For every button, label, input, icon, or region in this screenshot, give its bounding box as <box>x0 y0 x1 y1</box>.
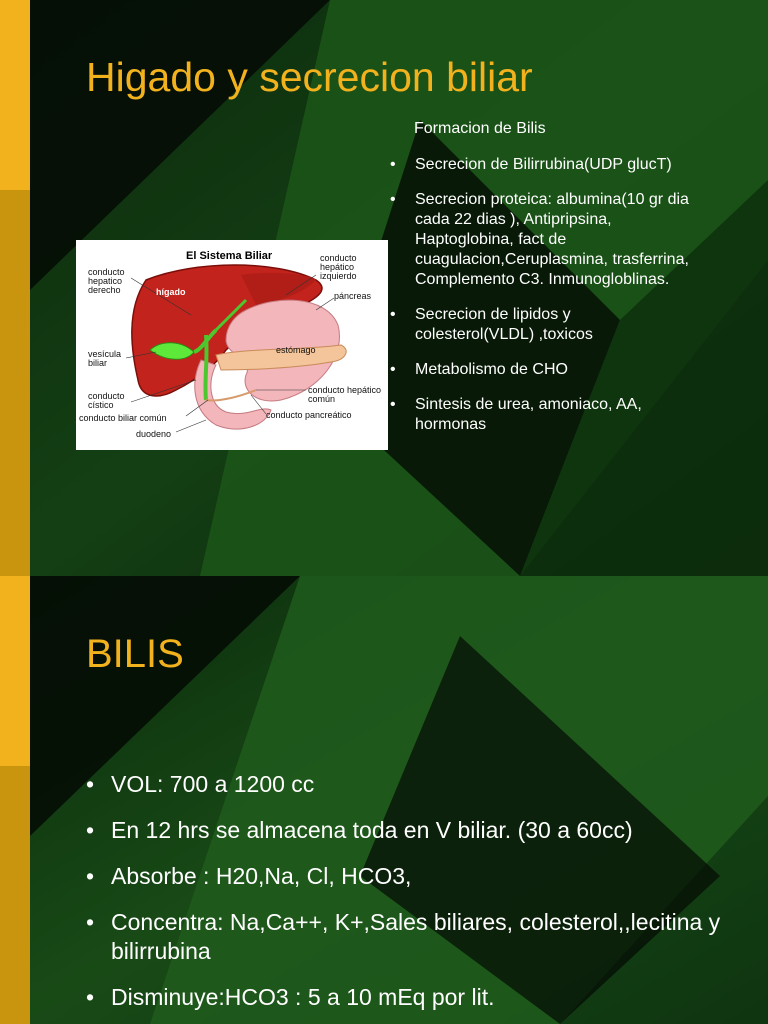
diagram-title: El Sistema Biliar <box>186 250 273 262</box>
list-item <box>390 305 690 345</box>
list-item-text: En 12 hrs se almacena toda en V biliar. (30 a 60cc) <box>111 817 633 843</box>
list-item <box>86 816 746 845</box>
label-pancreatic-duct: conducto pancreático <box>266 410 352 420</box>
list-item <box>390 395 690 435</box>
label-duodenum: duodeno <box>136 429 172 439</box>
label-stomach: estómago <box>276 345 316 355</box>
list-item <box>86 862 746 891</box>
bullet-glyph: • <box>86 771 95 797</box>
label-common-hepatic-duct: conducto hepático común <box>308 385 382 404</box>
list-item <box>390 360 690 380</box>
bullet-glyph: • <box>390 156 396 173</box>
list-item-text: VOL: 700 a 1200 cc <box>111 771 315 797</box>
list-item <box>390 155 690 175</box>
bullet-glyph: • <box>86 817 95 843</box>
bullet-glyph: • <box>390 361 396 378</box>
label-liver: hígado <box>156 287 186 297</box>
bilis-formation-list <box>390 155 690 450</box>
list-item-text: Secrecion de Bilirrubina(UDP glucT) <box>415 156 672 173</box>
list-item <box>86 908 746 966</box>
label-pancreas: páncreas <box>334 291 372 301</box>
slide-2-title: BILIS <box>86 632 184 676</box>
list-item <box>86 770 746 799</box>
bilis-properties-list <box>86 770 746 1024</box>
bullet-glyph: • <box>390 306 396 323</box>
list-item-text: Disminuye:HCO3 : 5 a 10 mEq por lit. <box>111 984 495 1010</box>
bullet-glyph: • <box>86 909 95 935</box>
list-item-text: Metabolismo de CHO <box>415 361 568 378</box>
list-item <box>390 190 690 290</box>
bullet-glyph: • <box>390 396 396 413</box>
bullet-glyph: • <box>390 191 396 208</box>
list-item-text: Sintesis de urea, amoniaco, AA, hormonas <box>415 396 642 433</box>
label-common-bile-duct: conducto biliar común <box>79 413 167 423</box>
bullet-glyph: • <box>86 984 95 1010</box>
label-cystic-duct: conducto cístico <box>88 391 125 410</box>
label-hepatic-left-duct: conducto hepático izquierdo <box>320 253 357 281</box>
label-hepatic-right-duct: conducto hepatico derecho <box>88 267 125 295</box>
list-item-text: Concentra: Na,Ca++, K+,Sales biliares, colesterol,,lecitina y bilirrubina <box>111 909 721 964</box>
list-item <box>86 983 746 1012</box>
list-item-text: Secrecion de lipidos y colesterol(VLDL) ,toxicos <box>415 306 593 343</box>
slide-2 <box>0 576 768 1024</box>
slide-1-title: Higado y secrecion biliar <box>86 54 533 100</box>
biliary-system-diagram <box>76 240 388 450</box>
list-item-text: Absorbe : H20,Na, Cl, HCO3, <box>111 863 412 889</box>
slide-1-subtitle: Formacion de Bilis <box>414 120 546 137</box>
bullet-glyph: • <box>86 863 95 889</box>
label-gallbladder: vesícula biliar <box>88 349 122 368</box>
list-item-text: Secrecion proteica: albumina(10 gr dia cada 22 dias ), Antipripsina, Haptoglobina, fact de cuagulacion,Ceruplasmina, trasferrina, Complemento C3. Inmunogloblinas. <box>415 191 689 288</box>
